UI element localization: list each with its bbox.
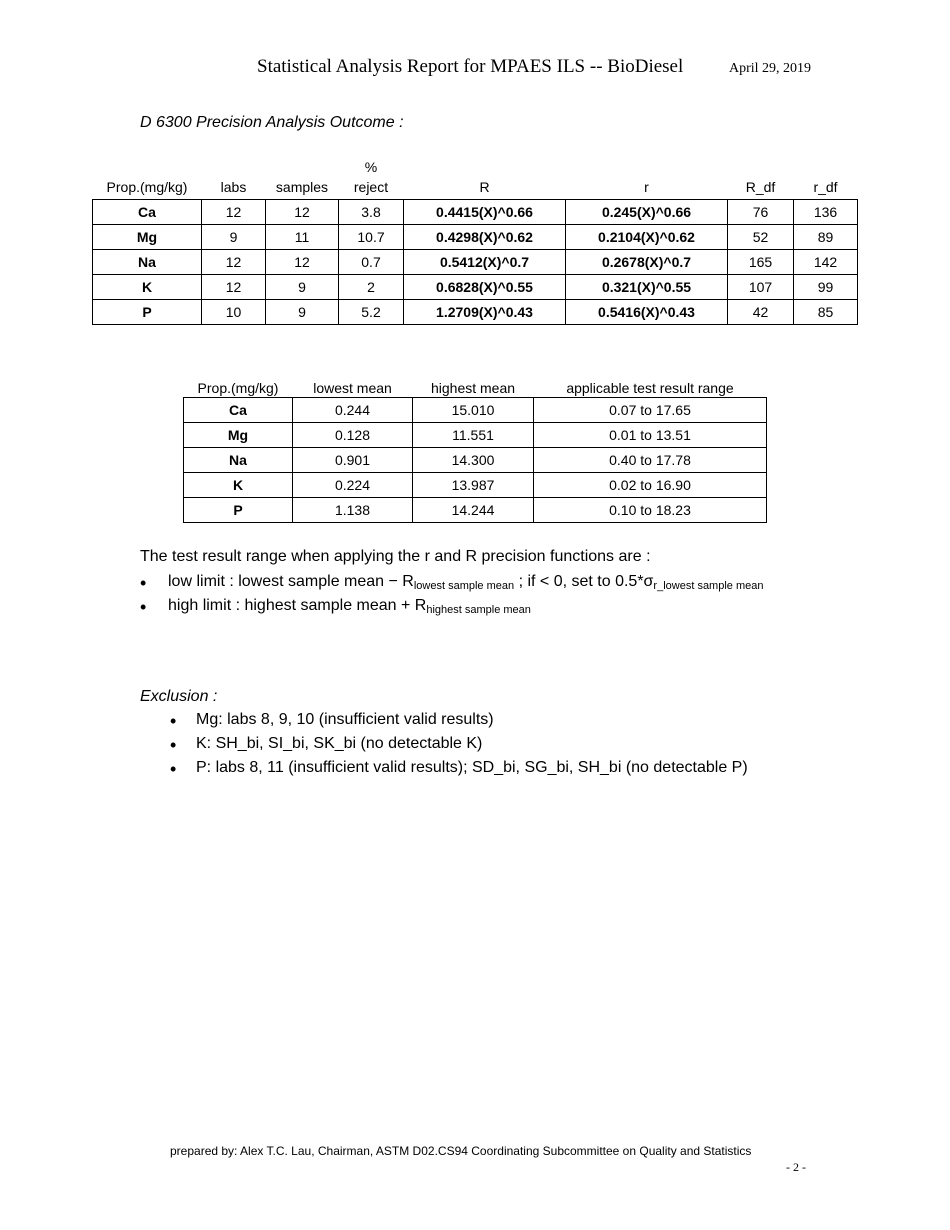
table-row <box>93 200 858 225</box>
table-cell: P <box>184 498 293 523</box>
range-table <box>183 376 767 523</box>
table-cell: 0.07 to 17.65 <box>534 398 767 423</box>
precision-table-header <box>93 157 858 200</box>
col-header: R <box>479 179 490 195</box>
table-cell: 0.7 <box>339 250 404 275</box>
table-cell: 0.244 <box>293 398 413 423</box>
table-row <box>184 423 767 448</box>
table-row <box>93 275 858 300</box>
table-cell: 0.4415(X)^0.66 <box>404 200 566 225</box>
table-cell: 0.4298(X)^0.62 <box>404 225 566 250</box>
low-limit-condition: ; if < 0, set to 0.5*σ <box>514 573 654 590</box>
table-cell: 2 <box>339 275 404 300</box>
table-cell: 1.2709(X)^0.43 <box>404 300 566 325</box>
table-cell: Ca <box>93 200 202 225</box>
col-header-reject <box>339 157 404 200</box>
table-cell: 12 <box>202 275 266 300</box>
table-cell: 9 <box>266 275 339 300</box>
table-cell: 0.40 to 17.78 <box>534 448 767 473</box>
table-row <box>93 300 858 325</box>
low-limit-subscript-sigma: r_lowest sample mean <box>653 580 764 592</box>
table-cell: 0.245(X)^0.66 <box>566 200 728 225</box>
table-cell: 10 <box>202 300 266 325</box>
table-row <box>184 448 767 473</box>
table-cell: 0.224 <box>293 473 413 498</box>
list-item: • Mg: labs 8, 9, 10 (insufficient valid results) <box>170 711 748 735</box>
col-header: r_df <box>813 179 838 195</box>
footer-prepared-by: prepared by: Alex T.C. Lau, Chairman, ASTM D02.CS94 Coordinating Subcommittee on Quality and Statistics <box>170 1144 752 1158</box>
table-cell: 0.5412(X)^0.7 <box>404 250 566 275</box>
table-cell: K <box>93 275 202 300</box>
col-header: applicable test result range <box>566 380 734 396</box>
table-cell: 85 <box>794 300 858 325</box>
list-item-low-limit <box>140 573 763 597</box>
precision-table <box>92 157 858 325</box>
exclusion-title: Exclusion : <box>140 688 218 705</box>
table-cell: 15.010 <box>413 398 534 423</box>
range-limits-list <box>140 573 763 621</box>
table-cell: 107 <box>728 275 794 300</box>
report-date: April 29, 2019 <box>729 61 812 76</box>
table-cell: 12 <box>266 200 339 225</box>
report-title: Statistical Analysis Report for MPAES ILS -- BioDiesel <box>257 56 684 77</box>
table-cell: 12 <box>202 250 266 275</box>
table-cell: 9 <box>202 225 266 250</box>
table-cell: 9 <box>266 300 339 325</box>
high-limit-text: high limit : highest sample mean + R <box>168 597 427 614</box>
table-cell: 0.10 to 18.23 <box>534 498 767 523</box>
page-number: - 2 - <box>786 1160 806 1174</box>
table-cell: 0.01 to 13.51 <box>534 423 767 448</box>
exclusion-list <box>170 711 748 783</box>
col-header: R_df <box>745 179 776 195</box>
table-cell: Mg <box>93 225 202 250</box>
table-cell: 12 <box>266 250 339 275</box>
table-row <box>184 473 767 498</box>
table-cell: Mg <box>184 423 293 448</box>
range-table-header <box>184 376 767 398</box>
table-cell: 89 <box>794 225 858 250</box>
table-cell: 14.244 <box>413 498 534 523</box>
table-row <box>93 250 858 275</box>
table-cell: Na <box>184 448 293 473</box>
precision-table-body <box>93 200 858 325</box>
table-cell: 0.02 to 16.90 <box>534 473 767 498</box>
table-row <box>184 498 767 523</box>
table-cell: Na <box>93 250 202 275</box>
table-cell: 11.551 <box>413 423 534 448</box>
table-cell: 0.5416(X)^0.43 <box>566 300 728 325</box>
low-limit-subscript: lowest sample mean <box>413 580 515 592</box>
table-cell: 165 <box>728 250 794 275</box>
col-header-line: reject <box>353 179 389 195</box>
table-cell: 14.300 <box>413 448 534 473</box>
col-header-line: % <box>364 159 378 175</box>
col-header: Prop.(mg/kg) <box>106 179 188 195</box>
col-header: highest mean <box>430 380 516 396</box>
table-cell: 5.2 <box>339 300 404 325</box>
table-cell: 0.901 <box>293 448 413 473</box>
col-header: lowest mean <box>313 380 392 396</box>
table-cell: 42 <box>728 300 794 325</box>
col-header: samples <box>275 179 329 195</box>
table-cell: 11 <box>266 225 339 250</box>
table-cell: 0.6828(X)^0.55 <box>404 275 566 300</box>
table-cell: 52 <box>728 225 794 250</box>
table-cell: 0.2678(X)^0.7 <box>566 250 728 275</box>
list-item: • P: labs 8, 11 (insufficient valid results); SD_bi, SG_bi, SH_bi (no detectable P) <box>170 759 748 783</box>
table-cell: K <box>184 473 293 498</box>
table-row <box>184 398 767 423</box>
col-header: Prop.(mg/kg) <box>197 380 279 396</box>
section-title: D 6300 Precision Analysis Outcome : <box>140 114 404 131</box>
table-cell: P <box>93 300 202 325</box>
range-intro: The test result range when applying the r and R precision functions are : <box>140 548 651 565</box>
table-cell: 0.2104(X)^0.62 <box>566 225 728 250</box>
table-cell: 13.987 <box>413 473 534 498</box>
table-cell: 12 <box>202 200 266 225</box>
col-header: r <box>644 179 649 195</box>
table-cell: 142 <box>794 250 858 275</box>
table-row <box>93 225 858 250</box>
range-table-body <box>184 398 767 523</box>
col-header: labs <box>220 179 247 195</box>
table-cell: 136 <box>794 200 858 225</box>
list-item: • K: SH_bi, SI_bi, SK_bi (no detectable K) <box>170 735 748 759</box>
table-cell: 76 <box>728 200 794 225</box>
table-cell: 1.138 <box>293 498 413 523</box>
table-cell: 10.7 <box>339 225 404 250</box>
table-cell: 0.321(X)^0.55 <box>566 275 728 300</box>
table-cell: Ca <box>184 398 293 423</box>
table-cell: 3.8 <box>339 200 404 225</box>
table-cell: 99 <box>794 275 858 300</box>
table-cell: 0.128 <box>293 423 413 448</box>
list-item-high-limit <box>140 597 763 621</box>
low-limit-text: low limit : lowest sample mean − R <box>168 573 414 590</box>
high-limit-subscript: highest sample mean <box>426 604 531 616</box>
